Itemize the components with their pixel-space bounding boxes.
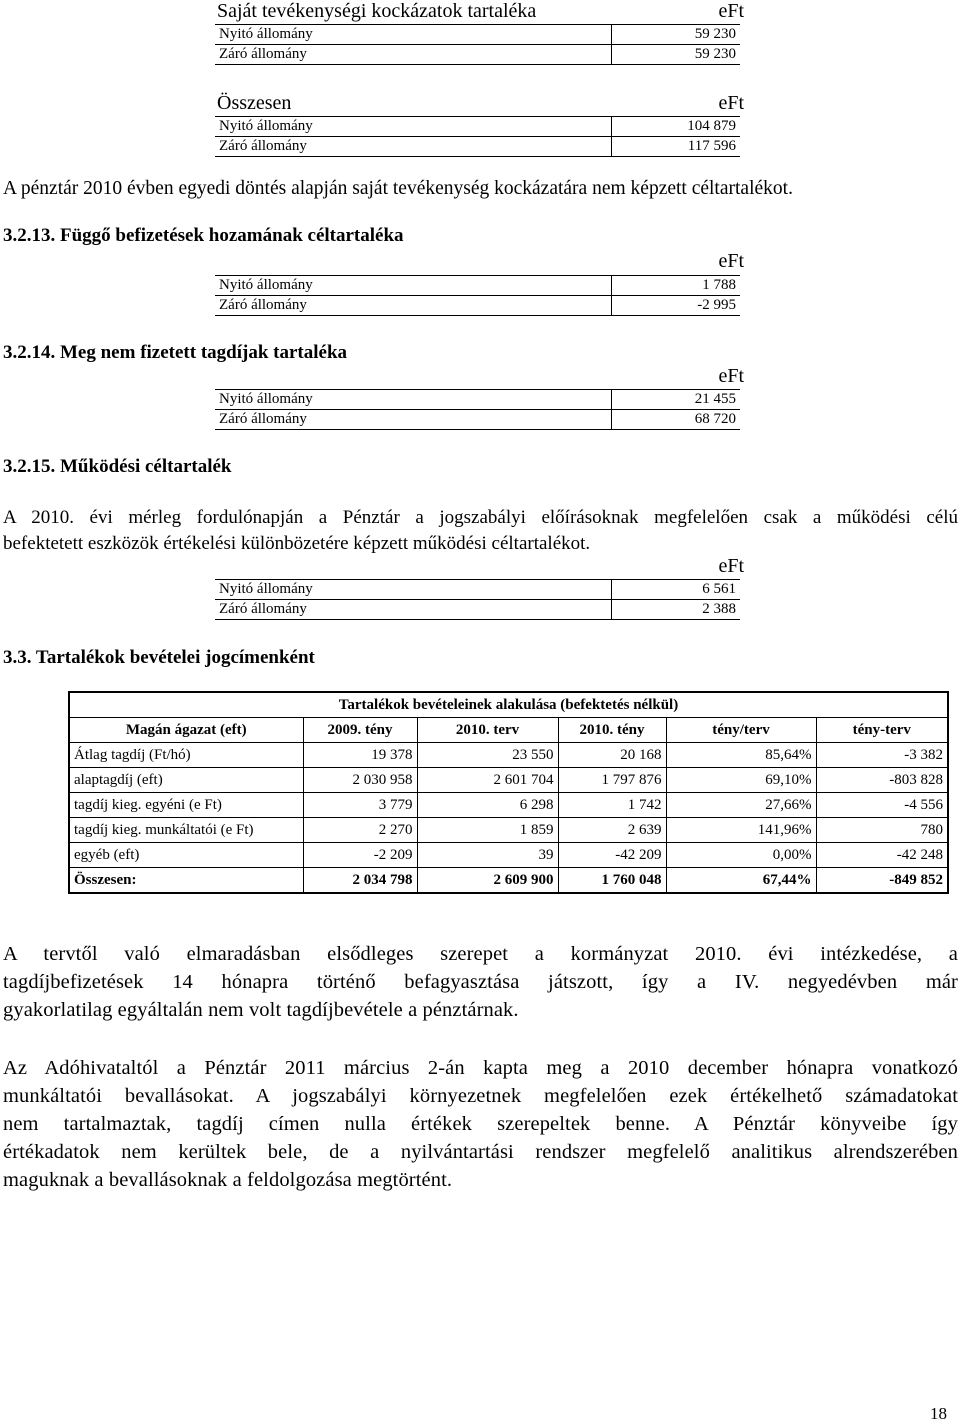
section-3-2-15-unit: eFt (718, 555, 744, 577)
paragraph-line: nem tartalmaztak, tagdíj címen nulla értékek szerepeltek benne. A Pénztár könyveibe így (3, 1113, 958, 1135)
total-block-table (215, 116, 740, 157)
total-block-title: Összesen (217, 92, 292, 114)
row-label: Nyitó állomány (215, 390, 612, 410)
section-3-3-heading: 3.3. Tartalékok bevételei jogcímenként (3, 647, 315, 668)
table-row (215, 137, 740, 157)
row-label: Nyitó állomány (215, 580, 612, 600)
table-row (215, 410, 740, 430)
section-3-2-15-text-line2: befektetett eszközök értékelési különbözetére képzett működési céltartalékot. (3, 533, 591, 554)
row-label: Összesen: (69, 868, 303, 894)
cell: -42 209 (558, 843, 666, 868)
table-row (69, 843, 948, 868)
row-label: egyéb (eft) (69, 843, 303, 868)
cell: 2 609 900 (417, 868, 558, 894)
cell: 19 378 (303, 743, 417, 768)
table-total-row (69, 868, 948, 894)
paragraph-line: munkáltatói bevallásokat. A jogszabályi környezetnek megfelelően ezek értékelhető számadatokat (3, 1085, 958, 1107)
cell: -849 852 (816, 868, 948, 894)
row-value: 59 230 (612, 45, 741, 65)
table-row (215, 296, 740, 316)
cell: 2 034 798 (303, 868, 417, 894)
row-value: 6 561 (612, 580, 741, 600)
column-header: 2010. terv (417, 718, 558, 743)
revenue-table (68, 691, 949, 894)
paragraph-line: értékadatok nem kerültek bele, de a nyilvántartási rendszer megfelelő analitikus alrendszerében (3, 1141, 958, 1163)
cell: 1 760 048 (558, 868, 666, 894)
column-header: 2010. tény (558, 718, 666, 743)
reserve-own-unit: eFt (718, 0, 744, 22)
cell: -2 209 (303, 843, 417, 868)
cell: 1 859 (417, 818, 558, 843)
row-value: 59 230 (612, 25, 741, 45)
table-row (69, 818, 948, 843)
reserve-own-table (215, 24, 740, 65)
section-3-2-14-unit: eFt (718, 365, 744, 387)
cell: 0,00% (666, 843, 816, 868)
row-label: Nyitó állomány (215, 25, 612, 45)
cell: 2 030 958 (303, 768, 417, 793)
column-header: Magán ágazat (eft) (69, 718, 303, 743)
row-label: Átlag tagdíj (Ft/hó) (69, 743, 303, 768)
row-label: Záró állomány (215, 296, 612, 316)
table-row (215, 390, 740, 410)
section-3-2-14-table (215, 389, 740, 430)
cell: -4 556 (816, 793, 948, 818)
row-value: 104 879 (612, 117, 741, 137)
cell: 39 (417, 843, 558, 868)
table-row (69, 793, 948, 818)
row-label: tagdíj kieg. egyéni (e Ft) (69, 793, 303, 818)
cell: 780 (816, 818, 948, 843)
section-3-2-13-heading: 3.2.13. Függő befizetések hozamának céltartaléka (3, 225, 404, 246)
cell: 67,44% (666, 868, 816, 894)
row-value: 1 788 (612, 276, 741, 296)
cell: 23 550 (417, 743, 558, 768)
table-row (215, 45, 740, 65)
total-block-unit: eFt (718, 92, 744, 114)
table-row (69, 768, 948, 793)
section-3-2-13-table (215, 275, 740, 316)
row-label: tagdíj kieg. munkáltatói (e Ft) (69, 818, 303, 843)
page-number: 18 (930, 1404, 947, 1423)
cell: -3 382 (816, 743, 948, 768)
section-3-2-13-unit: eFt (718, 250, 744, 272)
cell: 27,66% (666, 793, 816, 818)
cell: 1 742 (558, 793, 666, 818)
cell: 6 298 (417, 793, 558, 818)
row-label: Záró állomány (215, 410, 612, 430)
paragraph-plan-shortfall (3, 940, 958, 1024)
paragraph-line: Az Adóhivataltól a Pénztár 2011 március 2-án kapta meg a 2010 december hónapra vonatkozó (3, 1057, 958, 1079)
column-header: tény/terv (666, 718, 816, 743)
section-3-2-15-table (215, 579, 740, 620)
paragraph-line: tagdíjbefizetések 14 hónapra történő befagyasztása játszott, így a IV. negyedévben már (3, 971, 958, 993)
row-label: Nyitó állomány (215, 117, 612, 137)
table-row (215, 580, 740, 600)
row-value: 21 455 (612, 390, 741, 410)
table-title: Tartalékok bevételeinek alakulása (befektetés nélkül) (338, 696, 679, 713)
row-value: 68 720 (612, 410, 741, 430)
paragraph-line: maguknak a bevallásoknak a feldolgozása megtörtént. (3, 1169, 453, 1191)
reserve-own-title: Saját tevékenységi kockázatok tartaléka (217, 0, 537, 22)
paragraph-line: A tervtől való elmaradásban elsődleges szerepet a kormányzat 2010. évi intézkedése, a (3, 943, 958, 965)
column-header: tény-terv (816, 718, 948, 743)
table-row (215, 276, 740, 296)
table-title-row (69, 692, 948, 718)
row-label: Nyitó állomány (215, 276, 612, 296)
section-3-2-15-heading: 3.2.15. Működési céltartalék (3, 456, 232, 477)
row-value: 2 388 (612, 600, 741, 620)
row-label: Záró állomány (215, 600, 612, 620)
table-header-row (69, 718, 948, 743)
cell: 141,96% (666, 818, 816, 843)
table-row (215, 600, 740, 620)
table-row (215, 25, 740, 45)
row-label: Záró állomány (215, 137, 612, 157)
cell: 85,64% (666, 743, 816, 768)
cell: 2 270 (303, 818, 417, 843)
column-header: 2009. tény (303, 718, 417, 743)
cell: 69,10% (666, 768, 816, 793)
row-label: alaptagdíj (eft) (69, 768, 303, 793)
row-value: -2 995 (612, 296, 741, 316)
cell: 2 639 (558, 818, 666, 843)
table-row (215, 117, 740, 137)
cell: 2 601 704 (417, 768, 558, 793)
cell: 1 797 876 (558, 768, 666, 793)
row-label: Záró állomány (215, 45, 612, 65)
row-value: 117 596 (612, 137, 741, 157)
section-3-2-14-heading: 3.2.14. Meg nem fizetett tagdíjak tartaléka (3, 342, 348, 363)
paragraph-line: gyakorlatilag egyáltalán nem volt tagdíjbevétele a pénztárnak. (3, 999, 519, 1021)
table-row (69, 743, 948, 768)
section-3-2-15-text-line1: A 2010. évi mérleg fordulónapján a Pénztár a jogszabályi előírásoknak megfelelően csak a működési célú (3, 507, 958, 528)
cell: 3 779 (303, 793, 417, 818)
cell: 20 168 (558, 743, 666, 768)
text-no-provision: A pénztár 2010 évben egyedi döntés alapján saját tevékenység kockázatára nem képzett céltartalékot. (3, 178, 793, 199)
cell: -803 828 (816, 768, 948, 793)
cell: -42 248 (816, 843, 948, 868)
paragraph-tax-office (3, 1054, 958, 1194)
